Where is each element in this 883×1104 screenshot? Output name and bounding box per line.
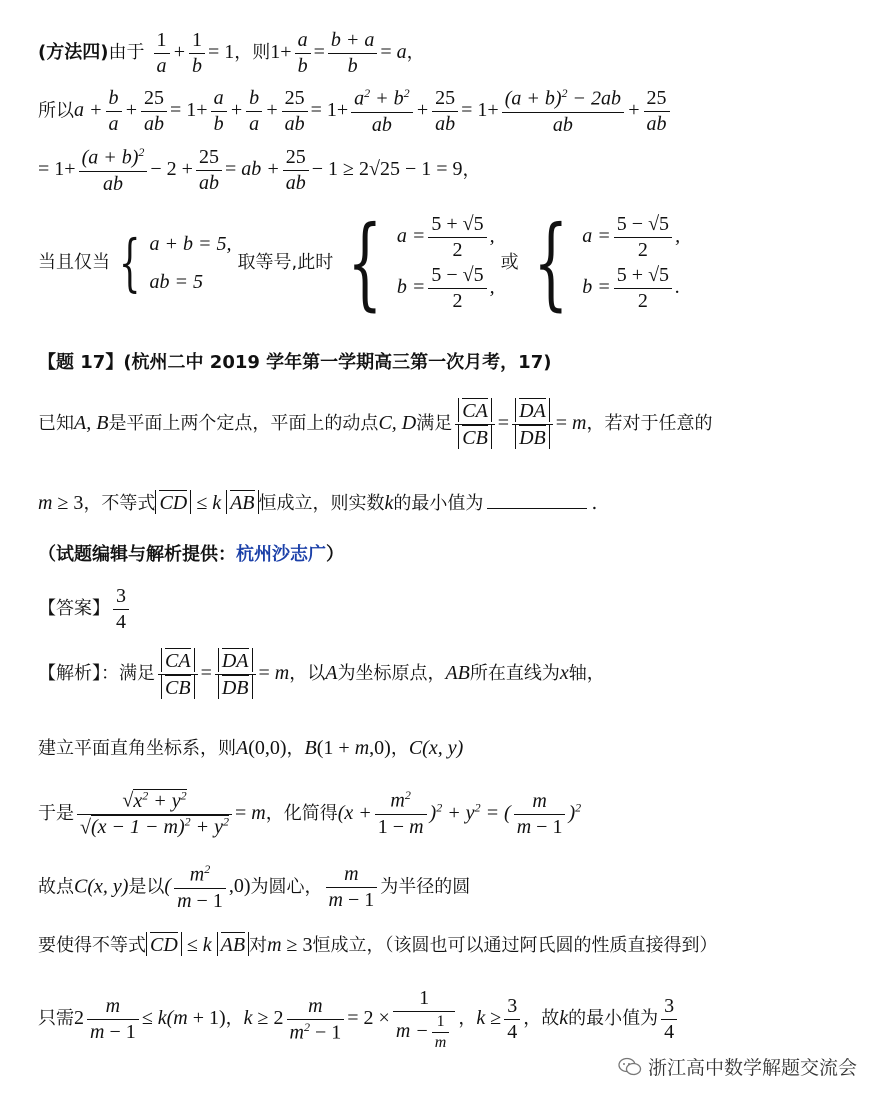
analysis-line-6: 只需2 $\frac{m}{m - 1}$ ≤ k(m + 1)，k ≥ 2 $\frac{m}{m^2 - 1}$ = 2 × 1 m − $\frac{1}{m}$ ，k ≥ $\frac{3}{4}$ ，故k的最小值为 $\frac{3}{4}$ <box>38 986 680 1053</box>
answer-blank <box>487 508 587 509</box>
analysis-line-1: 【解析】：满足 $\frac{CA}{CB}$ = $\frac{DA}{DB}$ = m，以A为坐标原点，AB所在直线为x轴， <box>38 650 605 699</box>
method4-line3: = 1+ $\frac{(a + b)^2}{ab}$ − 2 + $\frac{25}{ab}$ = ab + $\frac{25}{ab}$ − 1 ≥ 2√25 − 1 = 9， <box>38 145 481 195</box>
problem17-statement-1: 已知A, B是平面上两个定点，平面上的动点C, D满足 $\frac{CA}{CB}$ = $\frac{DA}{DB}$ = m，若对于任意的 <box>38 400 713 449</box>
provider-line: （试题编辑与解析提供：杭州沙志广） <box>38 544 344 565</box>
watermark <box>618 1053 857 1080</box>
wechat-icon <box>618 1057 642 1077</box>
analysis-line-5: 要使得不等式 CD ≤ k AB 对m ≥ 3恒成立，（该圆也可以通过阿氏圆的性质直接得到） <box>38 934 718 956</box>
problem17-statement-2: m ≥ 3，不等式 CD ≤ k AB 恒成立，则实数k的最小值为 . <box>38 492 598 514</box>
method4-line1: (方法四)由于 $\frac{1}{a}$ + $\frac{1}{b}$ = 1，则1+ $\frac{a}{b}$ = $\frac{b + a}{b}$ = a， <box>38 29 425 77</box>
problem17-title: 【题 17】(杭州二中 2019 学年第一学期高三第一次月考，17) <box>38 352 552 373</box>
provider-name: 杭州沙志广 <box>236 544 326 565</box>
method4-line4: 当且仅当 { a + b = 5, ab = 5 取等号,此时 { a = $\frac{5 + √5}{2}$ , b = $\frac{5 - √5}{2}$ , 或 { a = $\frac{5 - √5}{2}$ , b = $\frac{5 + √5}{2}$ . <box>38 204 681 321</box>
answer-line: 【答案】 $\frac{3}{4}$ <box>38 584 132 635</box>
analysis-line-3: 于是 $\frac{√x^2 + y^2}{√(x - 1 - m)^2 + y^2}$ = m，化简得(x + $\frac{m^2}{1 - m}$ )$^2 + y^2$ = ( $\frac{m}{m - 1}$ )$^2$ <box>38 788 582 839</box>
watermark-text: 浙江高中数学解题交流会 <box>647 1057 857 1079</box>
method4-label: (方法四) <box>38 42 109 64</box>
analysis-line-2: 建立平面直角坐标系，则A(0,0)，B(1 + m,0)，C(x, y) <box>38 737 464 759</box>
analysis-line-4: 故点C(x, y)是以( $\frac{m^2}{m - 1}$ ,0)为圆心， $\frac{m}{m - 1}$ 为半径的圆 <box>38 862 471 912</box>
method4-line2: 所以a + $\frac{b}{a}$ + $\frac{25}{ab}$ = 1+ $\frac{a}{b}$ + $\frac{b}{a}$ + $\frac{25}{ab}$ = 1+ $\frac{a^2 + b^2}{ab}$ + $\frac{25}{ab}$ = 1+ $\frac{(a + b)^2 - 2ab}{ab}$ + $\frac{25}{ab}$ <box>38 86 673 138</box>
